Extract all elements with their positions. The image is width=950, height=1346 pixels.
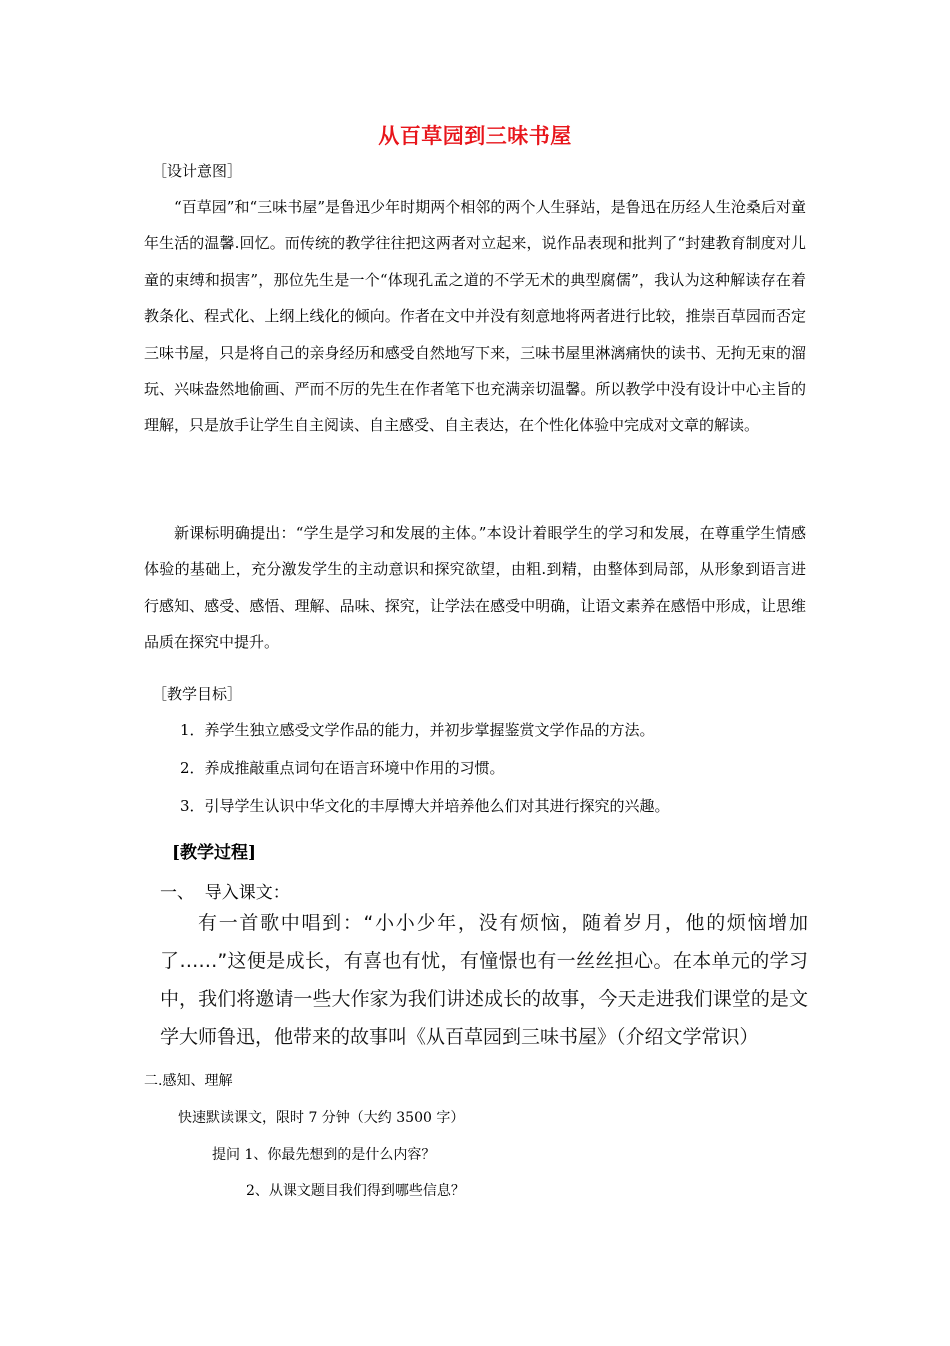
step2-heading: 二.感知、理解 [144, 1073, 233, 1089]
teaching-goal-3: 3．引导学生认识中华文化的丰厚博大并培养他么们对其进行探究的兴趣。 [180, 797, 670, 815]
teaching-process-heading: [教学过程] [172, 843, 257, 863]
step2-line-2: 提问 1、你最先想到的是什么内容？ [212, 1147, 436, 1163]
design-paragraph-1: “百草园”和“三味书屋”是鲁迅少年时期两个相邻的两个人生驿站，是鲁迅在历经人生沧桑后对童年生活的温馨.回忆。而传统的教学往往把这两者对立起来，说作品表现和批判了“封建教育制度对儿童的束缚和损害”，那位先生是一个“体现孔孟之道的不学无术的典型腐儒”，我认为这种解读存在着教条化、程式化、上纲上线化的倾向。作者在文中并没有刻意地将两者进行比较，推崇百草园而否定三味书屋，只是将自己的亲身经历和感受自然地写下来，三味书屋里淋漓痛快的读书、无拘无束的溜玩、兴味盎然地偷画、严而不厉的先生在作者笔下也充满亲切温馨。所以教学中没有设计中心主旨的理解，只是放手让学生自主阅读、自主感受、自主表达，在个性化体验中完成对文章的解读。 [144, 198, 806, 435]
step1-paragraph: 有一首歌中唱到：“小小少年，没有烦恼，随着岁月，他的烦恼增加了……”这便是成长，有喜也有忧，有憧憬也有一丝丝担心。在本单元的学习中，我们将邀请一些大作家为我们讲述成长的故事，今天走进我们课堂的是文学大师鲁迅，他带来的故事叫《从百草园到三味书屋》（介绍文学常识） [160, 912, 808, 1048]
document-title: 从百草园到三味书屋 [378, 123, 572, 148]
step2-line-1: 快速默读课文，限时 7 分钟（大约 3500 字） [178, 1110, 465, 1126]
step2-line-3: 2、从课文题目我们得到哪些信息？ [246, 1183, 465, 1199]
teaching-goal-1: 1．养学生独立感受文学作品的能力，并初步掌握鉴赏文学作品的方法。 [180, 721, 655, 739]
teaching-goal-2: 2．养成推敲重点词句在语言环境中作用的习惯。 [180, 759, 505, 777]
design-intent-heading: ［设计意图］ [152, 162, 243, 180]
design-paragraph-2: 新课标明确提出：“学生是学习和发展的主体。”本设计着眼学生的学习和发展，在尊重学生情感体验的基础上，充分激发学生的主动意识和探究欲望，由粗.到精，由整体到局部，从形象到语言进行感知、感受、感悟、理解、品味、探究，让学法在感受中明确，让语文素养在感悟中形成，让思维品质在探究中提升。 [144, 524, 806, 652]
step1-heading: 一、 导入课文： [160, 883, 290, 903]
teaching-goals-heading: ［教学目标］ [152, 685, 243, 703]
